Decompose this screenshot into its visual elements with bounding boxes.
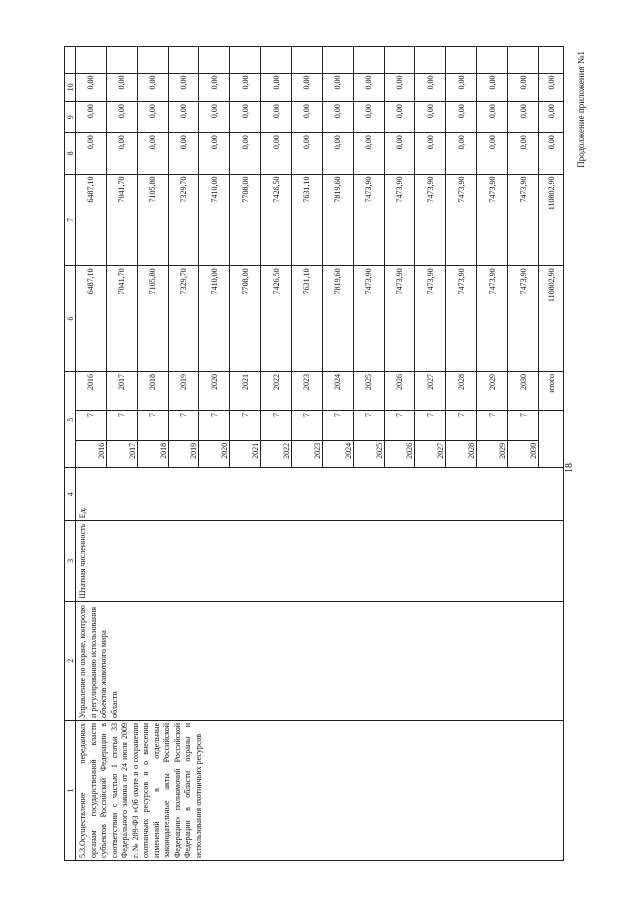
empty-cell xyxy=(477,47,508,74)
amount-cell: 7105,80 xyxy=(137,174,168,266)
amount-cell: 0,00 xyxy=(137,73,168,102)
year-cell: 2022 xyxy=(261,371,292,410)
amount-cell: 0,00 xyxy=(508,133,539,174)
header-cell-extra xyxy=(65,47,76,74)
year-cell: 2020 xyxy=(199,371,230,410)
empty-cell xyxy=(261,47,292,74)
amount-cell: 0,00 xyxy=(508,102,539,133)
value-cell: 7 xyxy=(353,411,384,441)
empty-cell xyxy=(76,47,107,74)
amount-cell: 6487,10 xyxy=(76,266,107,372)
amount-cell: 7410,00 xyxy=(199,266,230,372)
amount-cell: 0,00 xyxy=(261,102,292,133)
empty-cell xyxy=(353,47,384,74)
year-cell: 2023 xyxy=(292,440,323,468)
empty-cell xyxy=(322,47,353,74)
empty-cell xyxy=(508,47,539,74)
value-cell: 7 xyxy=(76,411,107,441)
empty-cell xyxy=(446,47,477,74)
year-cell: 2019 xyxy=(168,440,199,468)
amount-cell: 0,00 xyxy=(199,102,230,133)
amount-cell: 0,00 xyxy=(199,73,230,102)
amount-cell: 7708,00 xyxy=(230,174,261,266)
amount-cell: 0,00 xyxy=(446,102,477,133)
amount-cell: 0,00 xyxy=(137,133,168,174)
year-cell: 2029 xyxy=(477,440,508,468)
header-cell-9: 9 xyxy=(65,102,76,133)
year-cell: 2026 xyxy=(384,440,415,468)
year-cell: 2024 xyxy=(322,440,353,468)
empty-cell xyxy=(415,47,446,74)
amount-cell: 7410,00 xyxy=(199,174,230,266)
amount-cell: 0,00 xyxy=(199,133,230,174)
amount-cell: 7819,60 xyxy=(322,174,353,266)
amount-cell: 7473,90 xyxy=(353,174,384,266)
empty-cell xyxy=(168,47,199,74)
amount-cell: 7473,90 xyxy=(415,174,446,266)
page-number: 18 xyxy=(564,463,575,473)
year-cell: 2024 xyxy=(322,371,353,410)
year-cell: 2027 xyxy=(415,440,446,468)
header-cell-2: 2 xyxy=(65,601,76,720)
year-cell: 2027 xyxy=(415,371,446,410)
amount-cell: 0,00 xyxy=(168,133,199,174)
amount-cell: 7473,90 xyxy=(508,266,539,372)
amount-cell: 0,00 xyxy=(76,133,107,174)
amount-cell: 0,00 xyxy=(230,73,261,102)
amount-cell: 7473,90 xyxy=(446,266,477,372)
year-cell: 2018 xyxy=(137,440,168,468)
amount-cell: 7329,70 xyxy=(168,174,199,266)
amount-cell: 0,00 xyxy=(106,73,137,102)
empty-cell xyxy=(199,47,230,74)
amount-cell: 0,00 xyxy=(446,133,477,174)
year-cell: 2029 xyxy=(477,371,508,410)
value-cell: 7 xyxy=(261,411,292,441)
value-cell: 7 xyxy=(106,411,137,441)
value-cell: 7 xyxy=(137,411,168,441)
total-amount: 110802,90 xyxy=(539,266,564,372)
total-amount: 0,00 xyxy=(539,102,564,133)
amount-cell: 0,00 xyxy=(415,73,446,102)
amount-cell: 7631,10 xyxy=(292,174,323,266)
amount-cell: 7473,90 xyxy=(446,174,477,266)
amount-cell: 0,00 xyxy=(106,102,137,133)
amount-cell: 0,00 xyxy=(261,133,292,174)
amount-cell: 6487,10 xyxy=(76,174,107,266)
year-cell: 2021 xyxy=(230,371,261,410)
amount-cell: 0,00 xyxy=(384,73,415,102)
header-cell-4: 4 xyxy=(65,468,76,521)
value-cell: 7 xyxy=(477,411,508,441)
rotated-table-area xyxy=(44,46,594,861)
amount-cell: 0,00 xyxy=(168,102,199,133)
amount-cell: 0,00 xyxy=(353,133,384,174)
amount-cell: 0,00 xyxy=(477,133,508,174)
value-cell: 7 xyxy=(322,411,353,441)
appendix-caption: Продолжение приложения №1 xyxy=(576,51,586,168)
value-cell: 7 xyxy=(199,411,230,441)
header-cell-7: 7 xyxy=(65,174,76,266)
amount-cell: 7473,90 xyxy=(384,266,415,372)
amount-cell: 0,00 xyxy=(76,73,107,102)
header-cell-3: 3 xyxy=(65,521,76,601)
amount-cell: 0,00 xyxy=(76,102,107,133)
amount-cell: 0,00 xyxy=(292,73,323,102)
value-cell: 7 xyxy=(508,411,539,441)
year-cell: 2030 xyxy=(508,371,539,410)
amount-cell: 0,00 xyxy=(477,102,508,133)
year-cell: 2019 xyxy=(168,371,199,410)
amount-cell: 0,00 xyxy=(353,73,384,102)
header-row xyxy=(65,47,76,861)
empty-cell xyxy=(292,47,323,74)
year-cell: 2030 xyxy=(508,440,539,468)
empty-cell xyxy=(539,411,564,468)
amount-cell: 0,00 xyxy=(137,102,168,133)
amount-cell: 0,00 xyxy=(261,73,292,102)
year-cell: 2025 xyxy=(353,371,384,410)
amount-cell: 0,00 xyxy=(384,102,415,133)
table-row xyxy=(76,47,107,861)
year-cell: 2025 xyxy=(353,440,384,468)
year-cell: 2026 xyxy=(384,371,415,410)
amount-cell: 7473,90 xyxy=(477,266,508,372)
empty-cell xyxy=(539,47,564,74)
amount-cell: 7041,70 xyxy=(106,266,137,372)
header-cell-1: 1 xyxy=(65,720,76,860)
amount-cell: 0,00 xyxy=(292,133,323,174)
amount-cell: 0,00 xyxy=(477,73,508,102)
amount-cell: 7473,90 xyxy=(508,174,539,266)
amount-cell: 7426,50 xyxy=(261,174,292,266)
value-cell: 7 xyxy=(415,411,446,441)
year-cell: 2022 xyxy=(261,440,292,468)
value-cell: 7 xyxy=(230,411,261,441)
year-cell: 2023 xyxy=(292,371,323,410)
budget-table xyxy=(64,46,564,861)
amount-cell: 7473,90 xyxy=(415,266,446,372)
amount-cell: 0,00 xyxy=(353,102,384,133)
amount-cell: 0,00 xyxy=(322,102,353,133)
measure-description: 5.3.Осуществление переданных органам государственной власти субъектов Российской Федерации в соответствии с частью 1 статьи 33 Федерального закона от 24 июля 2009 г. № 209-ФЗ «Об охоте и о сохранении охотничьих ресурсов и о внесении изменений в отдельные законодательные акты Российской Федерации» полномочий Российской Федерации в области охраны и использования охотничьих ресурсов xyxy=(76,720,564,860)
year-cell: 2016 xyxy=(76,371,107,410)
amount-cell: 7473,90 xyxy=(384,174,415,266)
amount-cell: 0,00 xyxy=(292,102,323,133)
amount-cell: 7473,90 xyxy=(477,174,508,266)
header-cell-6: 6 xyxy=(65,266,76,372)
value-cell: 7 xyxy=(384,411,415,441)
amount-cell: 0,00 xyxy=(508,73,539,102)
unit-of-measure: Ед. xyxy=(76,468,564,521)
year-cell: 2028 xyxy=(446,440,477,468)
year-cell: 2028 xyxy=(446,371,477,410)
empty-cell xyxy=(384,47,415,74)
year-cell: 2018 xyxy=(137,371,168,410)
value-cell: 7 xyxy=(292,411,323,441)
amount-cell: 0,00 xyxy=(415,133,446,174)
amount-cell: 0,00 xyxy=(384,133,415,174)
value-cell: 7 xyxy=(446,411,477,441)
amount-cell: 0,00 xyxy=(322,73,353,102)
amount-cell: 7473,90 xyxy=(353,266,384,372)
year-cell: 2020 xyxy=(199,440,230,468)
value-cell: 7 xyxy=(168,411,199,441)
amount-cell: 0,00 xyxy=(168,73,199,102)
amount-cell: 7426,50 xyxy=(261,266,292,372)
responsible-executor: Управление по охране, контролю и регулированию использования объектов животного мира области xyxy=(76,601,564,720)
empty-cell xyxy=(106,47,137,74)
amount-cell: 7041,70 xyxy=(106,174,137,266)
amount-cell: 7105,80 xyxy=(137,266,168,372)
header-cell-8: 8 xyxy=(65,133,76,174)
amount-cell: 7631,10 xyxy=(292,266,323,372)
total-amount: 0,00 xyxy=(539,73,564,102)
amount-cell: 0,00 xyxy=(230,133,261,174)
amount-cell: 7819,60 xyxy=(322,266,353,372)
year-cell: 2017 xyxy=(106,371,137,410)
total-amount: 110802,90 xyxy=(539,174,564,266)
amount-cell: 0,00 xyxy=(446,73,477,102)
total-label: итого xyxy=(539,371,564,410)
amount-cell: 0,00 xyxy=(322,133,353,174)
total-amount: 0,00 xyxy=(539,133,564,174)
indicator-name: Штатная численность xyxy=(76,521,564,601)
year-cell: 2016 xyxy=(76,440,107,468)
year-cell: 2021 xyxy=(230,440,261,468)
amount-cell: 7329,70 xyxy=(168,266,199,372)
amount-cell: 0,00 xyxy=(415,102,446,133)
header-cell-10: 10 xyxy=(65,73,76,102)
header-cell-5: 5 xyxy=(65,371,76,467)
year-cell: 2017 xyxy=(106,440,137,468)
amount-cell: 0,00 xyxy=(106,133,137,174)
amount-cell: 7708,00 xyxy=(230,266,261,372)
empty-cell xyxy=(230,47,261,74)
amount-cell: 0,00 xyxy=(230,102,261,133)
empty-cell xyxy=(137,47,168,74)
